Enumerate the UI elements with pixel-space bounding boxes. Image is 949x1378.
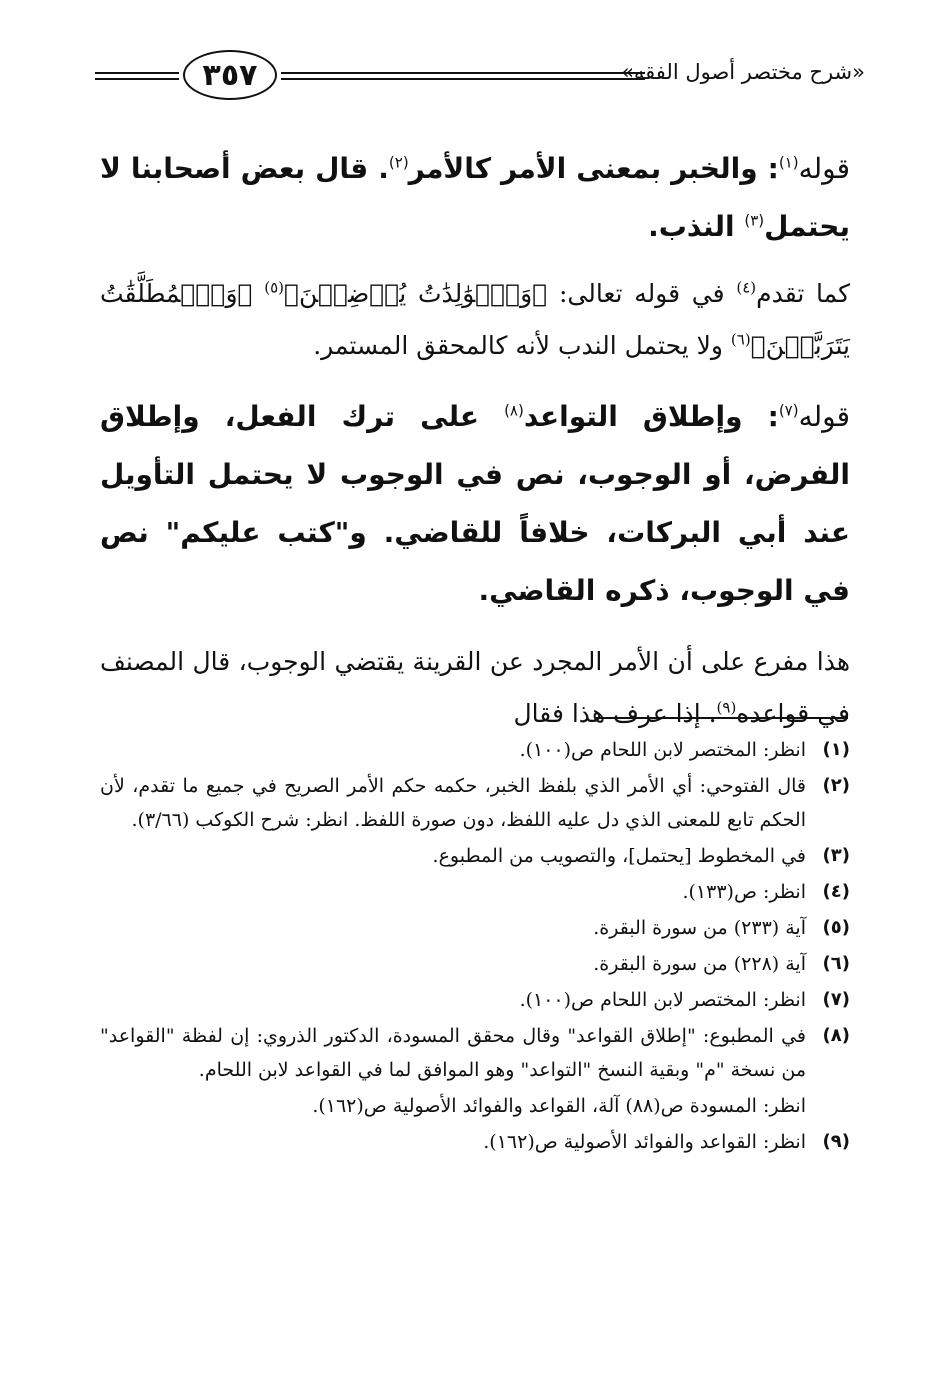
- footnote-text: قال الفتوحي: أي الأمر الذي بلفظ الخبر، حكمه حكم الأمر الصريح في جميع ما تقدم، لأن الحكم تابع للمعنى الذي دل عليه اللفظ، دون صورة اللفظ. انظر: شرح الكوكب (٣/٦٦).: [100, 775, 806, 831]
- footnote: [100, 983, 850, 1017]
- quote-label: قوله: [798, 400, 850, 433]
- footnote-ref: (٥): [264, 278, 285, 297]
- matn-text: . قال بعض أصحابنا لا يحتمل: [100, 152, 850, 243]
- paragraph-4: [100, 636, 850, 740]
- commentary-text: هذا مفرع على أن الأمر المجرد عن القرينة يقتضي الوجوب، قال المصنف في قواعده: [100, 647, 850, 728]
- footnote-ref: (٢): [388, 153, 409, 172]
- quote-label: قوله: [798, 152, 850, 185]
- main-text: [100, 140, 850, 740]
- page-number: ٣٥٧: [183, 50, 277, 100]
- footnote: [100, 1019, 850, 1087]
- footnote: [100, 911, 850, 945]
- footnote-text: آية (٢٢٨) من سورة البقرة.: [593, 953, 806, 975]
- footnote-ref: (٧): [778, 401, 799, 420]
- quran-quote: ﴿وَٱلۡمُطَلَّقَٰتُ يَتَرَبَّصۡنَ﴾: [100, 279, 850, 360]
- footnote-number: (٥): [822, 917, 850, 938]
- footnote-text: آية (٢٣٣) من سورة البقرة.: [593, 917, 806, 939]
- footnote-continuation: [100, 1089, 850, 1123]
- footnotes: [100, 733, 850, 1161]
- footnote: [100, 839, 850, 873]
- footnote-number: (٦): [822, 953, 850, 974]
- footnote-text: في المطبوع: "إطلاق القواعد" وقال محقق المسودة، الدكتور الذروي: إن لفظة "القواعد" من نسخة "م" وبقية النسخ "التواعد" وهو الموافق لما في القواعد لابن اللحام.: [100, 1025, 806, 1081]
- footnote-ref: (٤): [736, 278, 757, 297]
- commentary-text: في قوله تعالى:: [547, 279, 737, 308]
- footnote-text: في المخطوط [يحتمل]، والتصويب من المطبوع.: [432, 845, 806, 867]
- footnote-text: انظر: المختصر لابن اللحام ص(١٠٠).: [519, 739, 806, 761]
- paragraph-1: [100, 140, 850, 256]
- footnote-number: (٣): [822, 845, 850, 866]
- footnote-number: (٢): [822, 775, 850, 796]
- footnote-text: انظر: المسودة ص(٨٨) آلة، القواعد والفوائد الأصولية ص(١٦٢).: [312, 1095, 806, 1117]
- quran-quote: ﴿وَٱلۡوَٰلِدَٰتُ يُرۡضِعۡنَ﴾: [284, 279, 548, 308]
- running-title: «شرح مختصر أصول الفقه»: [621, 60, 865, 84]
- footnote-number: (٨): [822, 1025, 850, 1046]
- footnote-number: (٧): [822, 989, 850, 1010]
- header-rule-left: [95, 72, 179, 80]
- footnote: [100, 1125, 850, 1159]
- commentary-text: كما تقدم: [756, 279, 851, 308]
- page-header: [95, 50, 865, 106]
- header-rule-right: [281, 72, 645, 80]
- footnote-text: انظر: القواعد والفوائد الأصولية ص(١٦٢).: [483, 1131, 806, 1153]
- commentary-text: . إذا عرف هذا فقال: [513, 699, 717, 728]
- paragraph-2: [100, 268, 850, 372]
- footnote-ref: (٦): [730, 330, 751, 349]
- footnote-ref: (١): [778, 153, 799, 172]
- footnote-text: انظر: المختصر لابن اللحام ص(١٠٠).: [519, 989, 806, 1011]
- matn-text: : وإطلاق التواعد: [523, 400, 779, 433]
- footnote-number: (٤): [822, 881, 850, 902]
- footnote: [100, 875, 850, 909]
- matn-text: : والخبر بمعنى الأمر كالأمر: [408, 152, 779, 185]
- footnote: [100, 947, 850, 981]
- paragraph-3: [100, 388, 850, 620]
- footnote-text: انظر: ص(١٣٣).: [682, 881, 806, 903]
- footnote-number: (٩): [822, 1131, 850, 1152]
- footnote: [100, 733, 850, 767]
- matn-text: على ترك الفعل، وإطلاق الفرض، أو الوجوب، نص في الوجوب لا يحتمل التأويل عند أبي البركات، خلافاً للقاضي. و"كتب عليكم" نص في الوجوب، ذكره القاضي.: [100, 400, 850, 607]
- footnote-number: (١): [822, 739, 850, 760]
- commentary-text: ولا يحتمل الندب لأنه كالمحقق المستمر.: [313, 331, 731, 360]
- footnote-ref: (٣): [744, 211, 765, 230]
- footnote-ref: (٩): [716, 698, 737, 717]
- footnote-ref: (٨): [504, 401, 524, 420]
- footnote: [100, 769, 850, 837]
- matn-text: النذب.: [648, 210, 745, 243]
- footnote-separator: [596, 717, 848, 719]
